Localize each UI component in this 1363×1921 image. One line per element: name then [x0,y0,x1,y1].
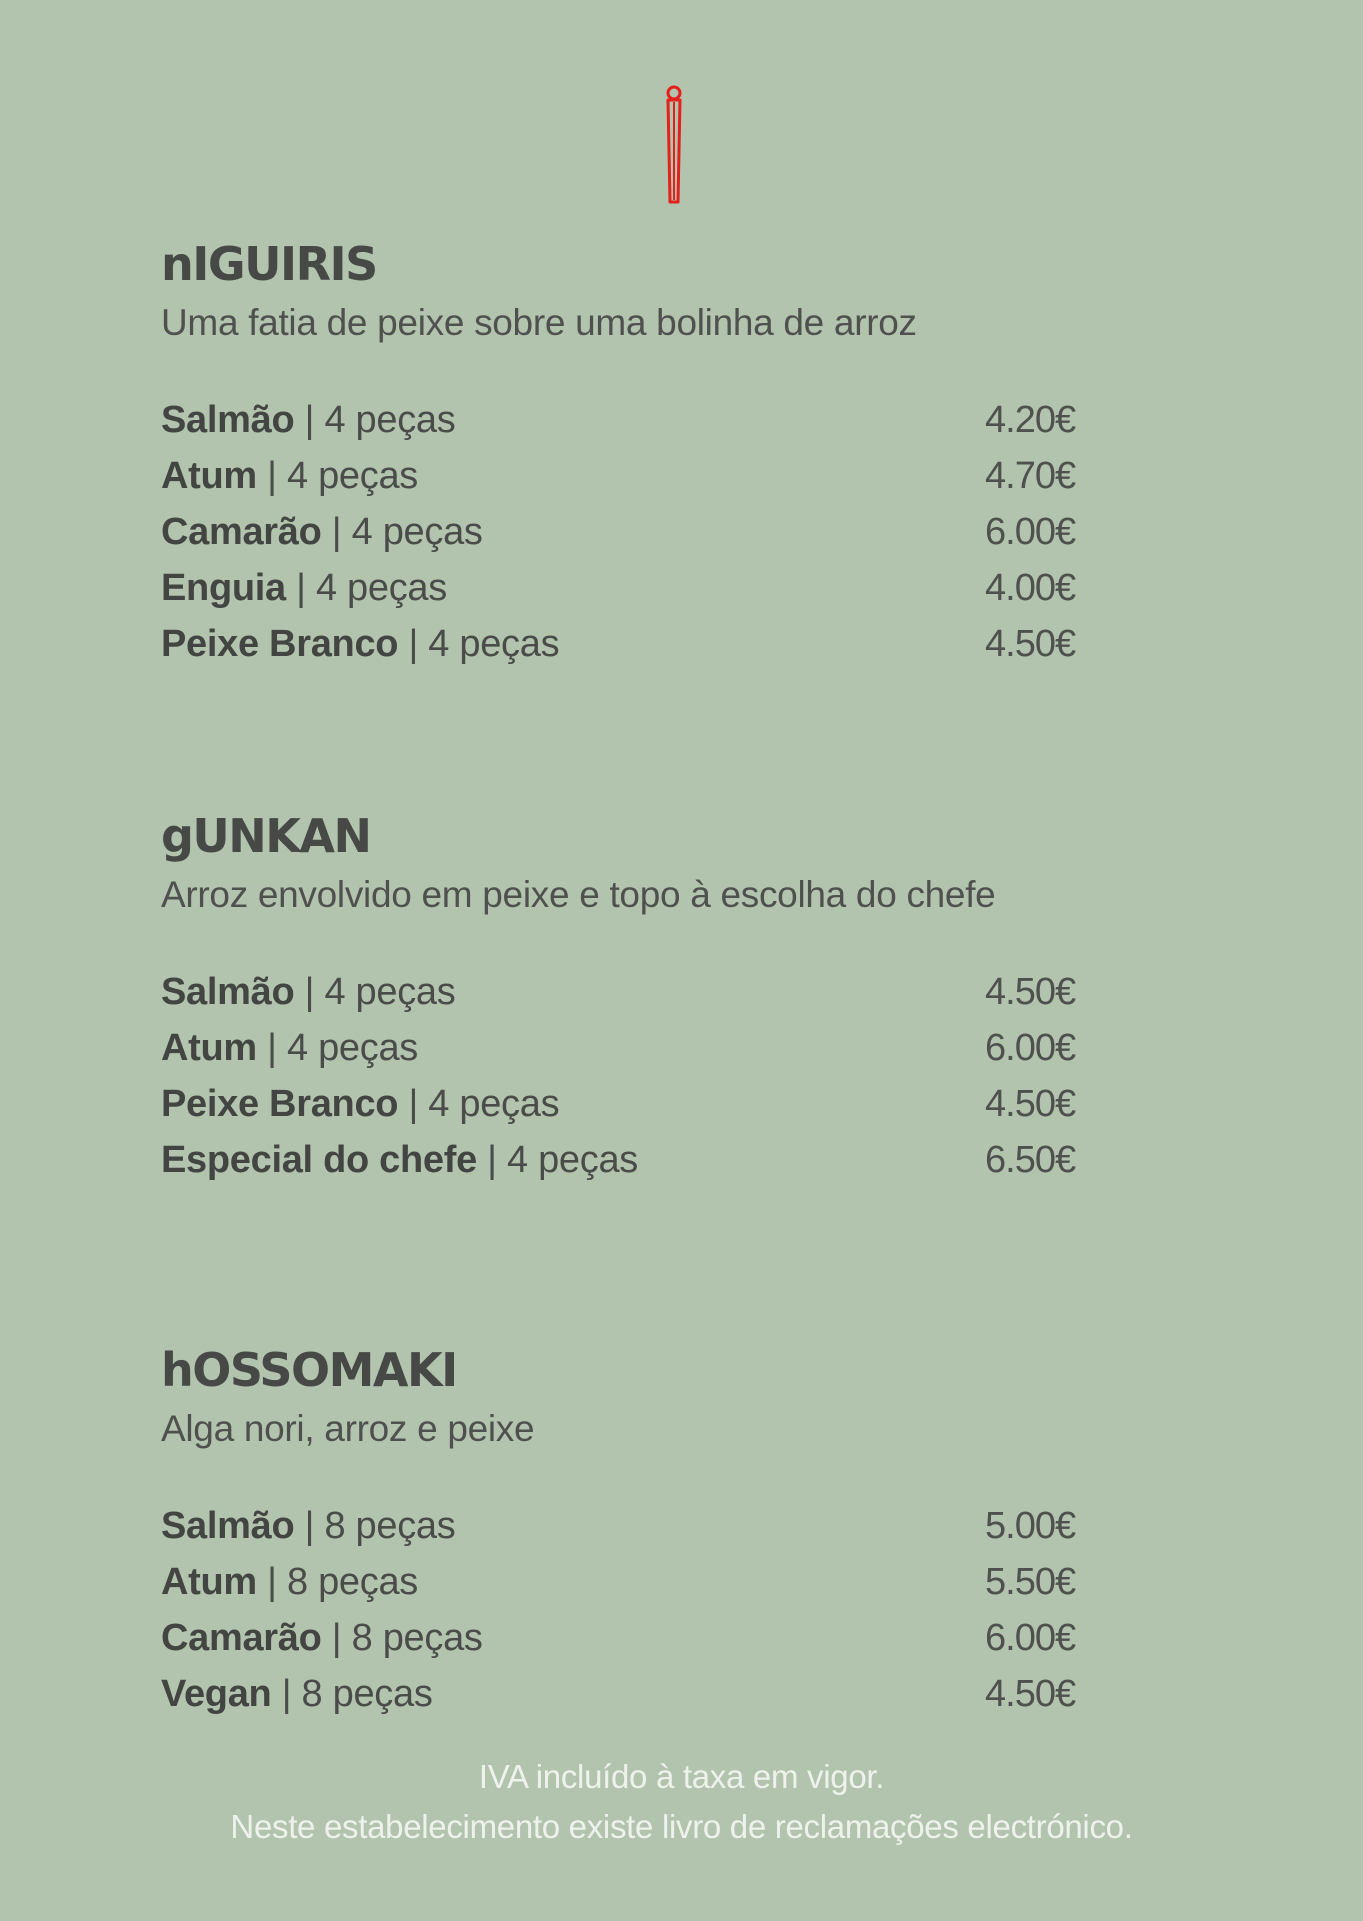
item-name-wrap [161,392,455,448]
menu-item [161,616,1081,672]
menu-item-list [161,392,1081,672]
item-price: 6.00€ [985,511,1076,553]
section-title: gUNKAN [161,809,371,863]
item-detail: | 4 peças [285,567,447,609]
menu-item-list [161,1498,1081,1722]
item-name-wrap [161,1666,433,1722]
item-detail: | 8 peças [256,1561,418,1603]
item-name-wrap [161,1554,418,1610]
item-name-wrap [161,1498,455,1554]
item-name: Atum [161,455,257,497]
item-name-wrap [161,1020,418,1076]
item-name: Vegan [161,1673,272,1715]
item-name-wrap [161,616,559,672]
item-name: Camarão [161,511,322,553]
item-detail: | 8 peças [271,1673,433,1715]
menu-item [161,1132,1081,1188]
item-name: Enguia [161,567,286,609]
item-detail: | 4 peças [398,1083,560,1125]
item-name: Especial do chefe [161,1139,477,1181]
section-subtitle: Arroz envolvido em peixe e topo à escolha do chefe [161,874,996,915]
menu-item [161,448,1081,504]
item-price: 4.70€ [985,455,1076,497]
menu-item [161,1076,1081,1132]
item-price: 4.50€ [985,623,1076,665]
item-detail: | 4 peças [256,1027,418,1069]
item-name-wrap [161,964,455,1020]
item-detail: | 4 peças [476,1139,639,1181]
item-name: Peixe Branco [161,1083,399,1125]
item-price: 6.00€ [985,1617,1076,1659]
item-price: 6.50€ [985,1139,1076,1181]
section-title: hOSSOMAKI [161,1343,457,1397]
item-price: 5.50€ [985,1561,1076,1603]
menu-item [161,1020,1081,1076]
item-name-wrap [161,448,418,504]
item-name-wrap [161,1076,559,1132]
item-price: 4.20€ [985,399,1076,441]
item-detail: | 4 peças [294,971,456,1013]
item-detail: | 8 peças [294,1505,456,1547]
item-name-wrap [161,1610,483,1666]
item-name: Salmão [161,1505,295,1547]
item-price: 6.00€ [985,1027,1076,1069]
item-price: 4.50€ [985,971,1076,1013]
item-price: 4.50€ [985,1673,1076,1715]
section-subtitle: Alga nori, arroz e peixe [161,1408,535,1449]
menu-item [161,1498,1081,1554]
item-name: Salmão [161,971,295,1013]
chopstick-logo-icon [660,84,688,206]
menu-item [161,964,1081,1020]
section-subtitle: Uma fatia de peixe sobre uma bolinha de arroz [161,302,917,343]
menu-item [161,392,1081,448]
menu-section-hossomaki [161,1342,1081,1722]
menu-item [161,1554,1081,1610]
item-price: 4.00€ [985,567,1076,609]
item-detail: | 4 peças [398,623,560,665]
item-detail: | 4 peças [321,511,483,553]
menu-item [161,504,1081,560]
footer-notice [0,1752,1363,1852]
item-detail: | 8 peças [321,1617,483,1659]
item-price: 4.50€ [985,1083,1076,1125]
item-name-wrap [161,1132,638,1188]
footer-complaints-note: Neste estabelecimento existe livro de reclamações electrónico. [230,1808,1133,1845]
item-name: Camarão [161,1617,322,1659]
menu-item [161,1610,1081,1666]
item-name: Atum [161,1027,257,1069]
item-name: Salmão [161,399,295,441]
item-name-wrap [161,504,483,560]
footer-vat-note: IVA incluído à taxa em vigor. [478,1758,885,1795]
item-name: Peixe Branco [161,623,399,665]
menu-section-gunkan [161,808,1081,1188]
menu-item [161,560,1081,616]
menu-item-list [161,964,1081,1188]
section-title: nIGUIRIS [161,237,377,291]
item-detail: | 4 peças [294,399,456,441]
item-name: Atum [161,1561,257,1603]
item-name-wrap [161,560,447,616]
menu-section-niguiris [161,236,1081,672]
item-price: 5.00€ [985,1505,1076,1547]
item-detail: | 4 peças [256,455,418,497]
menu-item [161,1666,1081,1722]
